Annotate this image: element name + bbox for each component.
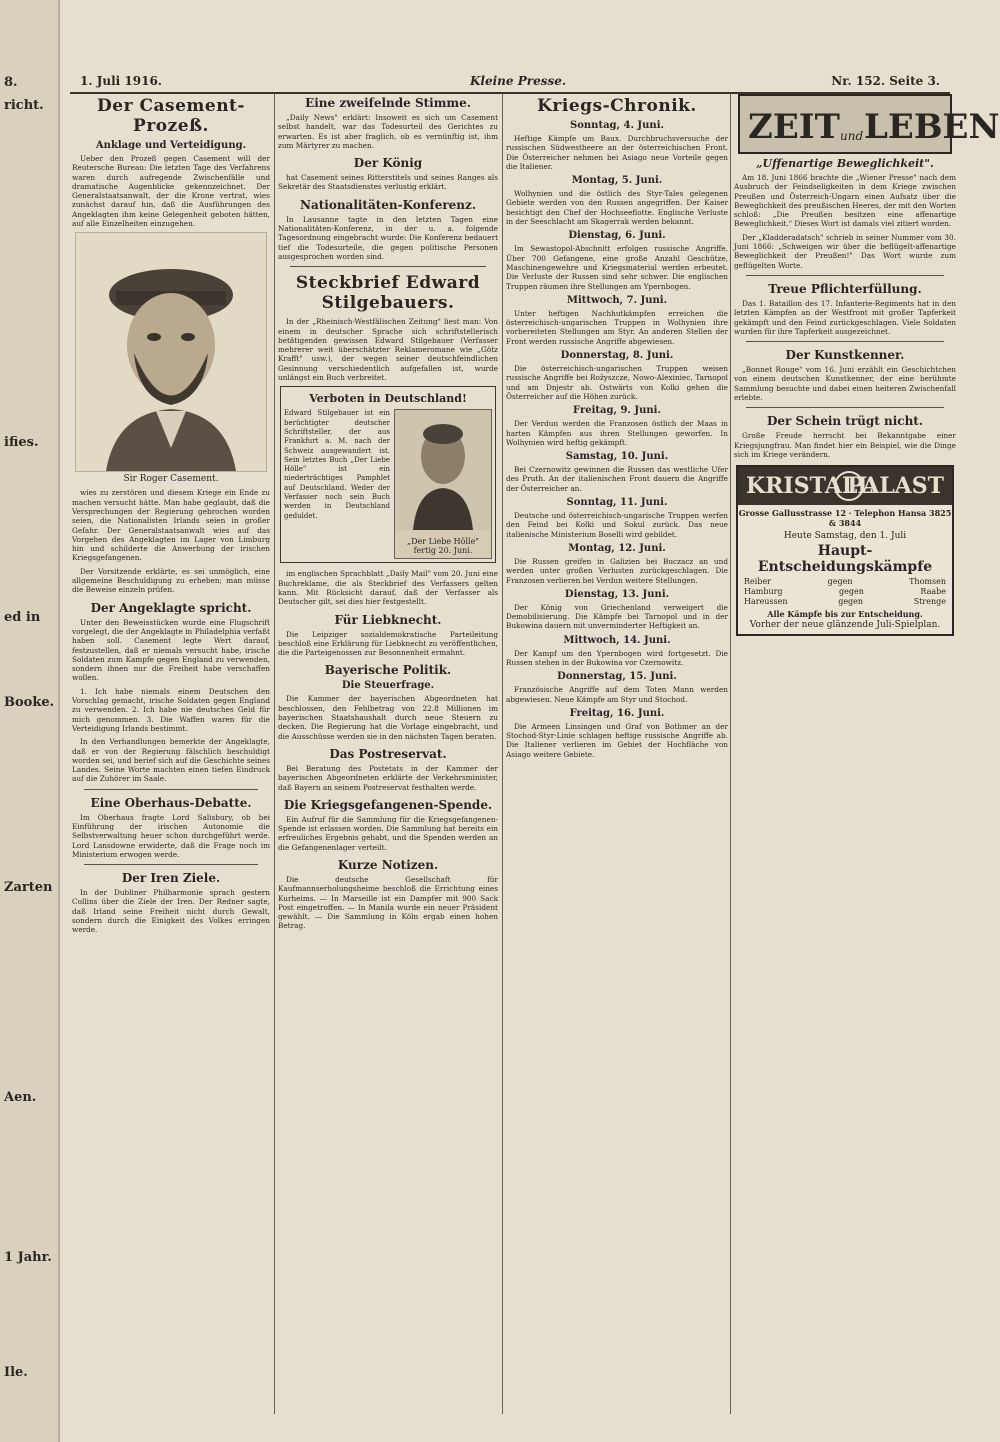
column-rule [502,94,503,1414]
chronicle-date: Samstag, 10. Juni. [565,451,669,463]
section-heading: Kurze Notizen. [337,857,439,872]
chronicle-entry: Der König von Griechenland verweigert die Demobilisierung. Die Kämpfe bei Tarnopol und in der Bukowina dauern mit unverminderter Heftigkeit an. [506,602,728,631]
divider [746,407,944,408]
box-title: Verboten in Deutschland! [309,392,467,406]
article-text: Die Kammer der bayerischen Abgeordneten hat beschlossen, den Fehlbetrag von 22.8 Millionen im bayerischen Staatshaushalt durch neue Steuern zu decken. Die Regierung hat die Vorlage eingebracht, und die Ausschüsse werden sie in den nächsten Tagen beraten. [278,694,498,741]
logo-drawing [740,96,1000,152]
strip-text: richt. [4,98,44,113]
chronicle-date: Mittwoch, 7. Juni. [566,294,668,306]
section-heading: Das Postreservat. [329,746,447,761]
article-text: In der „Rheinisch-Westfälischen Zeitung" liest man: Von einem in deutscher Sprache sich schriftstellerisch betätigenden gewissen Edward Stilgebauer (Verfasser mehrerer weit überschätzter Reklameromane wie „Götz Krafft" usw.), der wegen seiner deutschfeindlichen Gesinnung verschiedentlich aufgefallen ist, wurde unlängst ein Buch verbreitet. [278,317,498,383]
portrait-caption: Sir Roger Casement. [123,474,219,485]
section-heading: Treue Pflichterfüllung. [768,281,922,296]
casement-portrait [75,232,267,472]
logo-word-zeit: ZEIT [748,107,840,147]
bout-row [738,577,952,586]
advert-footer: Alle Kämpfe bis zur Entscheidung. [767,609,923,620]
strip-text: 1 Jahr. [4,1250,52,1265]
chronicle-entry: Die Armeen Linsingen und Graf von Bothmer an der Stochod-Styr-Linie schlagen heftige russische Angriffe ab. Die Italiener verlieren im Gebiet der Hochfläche von Asiago weitere Gebiete. [506,721,728,759]
article-text: Bei Beratung des Postetats in der Kammer der bayerischen Abgeordneten erklärte der Verkehrsminister, daß Bayern an seinem Postreservat festhalten werde. [278,763,498,792]
article-text: In der Dubliner Philharmonie sprach gestern Collins über die Ziele der Iren. Der Redner sagte, daß Irland seine Freiheit nicht durch Gewalt, sondern durch die Einigkeit des Volkes erringen werde. [72,888,270,935]
article-text: Die deutsche Gesellschaft für Kaufmannserholungsheime beschloß die Errichtung eines Kurheims. — In Marseille ist ein Dampfer mit 900 Sack Post eingetroffen. — In Manila wurde ein neuer Präsident gewählt. — Die Sammlung in Köln ergab einen hohen Betrag. [278,874,498,931]
section-heading: Eine zweifelnde Stimme. [305,96,471,110]
section-heading: Der Schein trügt nicht. [766,414,924,429]
article-text: Große Freude herrscht bei Bekanntgabe einer Kriegsjungfrau. Man findet hier ein Beispiel, wie die Dinge sich im Kriege verändern. [734,431,956,459]
fighter-name: Hamburg [744,587,783,597]
chronicle-date: Dienstag, 13. Juni. [564,588,670,600]
section-heading: Der Angeklagte spricht. [90,600,252,615]
section-heading: Eine Oberhaus-Debatte. [90,795,252,810]
versus-label: gegen [827,577,853,587]
section-heading: „Uffenartige Beweglichkeit". [756,157,934,170]
article-text: wies zu zerstören und diesem Kriege ein Ende zu machen versucht hätte. Man habe geglaubt, daß die Versprechungen der Regierung gebrochen worden seien, die Nationalisten Irlands seien in großer Gefahr. Der Generalstaatsanwalt wies auf das Vorgehen des Angeklagten im Lager von Limburg hin und schilderte die Anwerbung der irischen Kriegsgefangenen. [72,488,270,563]
section-heading: Der König [353,156,423,171]
box-text: Edward Stilgebauer ist ein berüchtigter deutscher Schriftsteller, der aus Frankfurt a. M. nach der Schweiz ausgewandert ist. Sein letztes Buch „Der Liebe Hölle" ist ein niederträchtiges Pamphlet auf Deutschland. Weder der Verfasser noch sein Buch werden in Deutschland geduldet. [284,409,390,520]
advert-name-left: KRISTALL [746,473,873,500]
advert-headline: Haupt-Entscheidungskämpfe [757,543,933,576]
advert-address: Grosse Gallusstrasse 12 · Telephon Hansa 3825 & 3844 [738,508,952,529]
divider [84,789,258,790]
issue-date: 1. Juli 1916. [80,74,162,88]
advert-name-right: PALAST [847,473,944,500]
chronicle-entry: Bei Czernowitz gewinnen die Russen das westliche Ufer des Pruth. An der italienischen Front dauern die Angriffe der Österreicher an. [506,465,728,493]
stilgebauer-photo [394,409,492,559]
article-title: Der Casement-Prozeß. [97,96,245,136]
issue-number: Nr. 152. Seite 3. [831,74,940,88]
section-subheading: Die Steuerfrage. [341,680,435,692]
section-heading: Bayerische Politik. [324,663,452,678]
chronicle-date: Sonntag, 11. Juni. [566,497,668,509]
article-text: 1. Ich habe niemals einem Deutschen den Vorschlag gemacht, irische Soldaten gegen England zu verwenden. 2. Ich habe nie deutsches Geld für mich genommen. 3. Die Waffen waren für die Verteidigung Irlands bestimmt. [72,686,270,733]
strip-text: Aen. [4,1090,37,1105]
column-news [278,90,498,1420]
strip-text: Booke. [4,695,55,710]
column-zeit-und-leben [734,90,1000,1420]
logo-word-leben: LEBEN [864,107,1000,147]
newspaper-name: Kleine Presse. [470,74,567,88]
article-title: Steckbrief Edward Stilgebauers. [295,273,481,314]
chronicle-entry: Die österreichisch-ungarischen Truppen weisen russische Angriffe bei Rožyszcze, Nowo-Alexiniec, Tarnopol und am Dnjestr ab. Ostwärts von Kolki gehen die Österreicher auf die Höhen zurück. [506,364,728,401]
chronicle-date: Donnerstag, 15. Juni. [557,671,677,683]
chronicle-entry: Die Russen greifen in Galizien bei Buczacz an und werden unter großen Verlusten zurückgeschlagen. Die Franzosen verlieren bei Verdun weitere Stellungen. [506,556,728,585]
chronicle-entry: Der Verdun werden die Franzosen östlich der Maas in harten Kämpfen aus ihren Stellungen geworfen. In Wolhynien wird heftig gekämpft. [506,419,728,447]
photo-drawing [395,410,491,530]
article-text: Die Leipziger sozialdemokratische Parteileitung beschloß eine Erklärung für Liebknecht zu veröffentlichen, die die Parteigenossen zur Besonnenheit ermahnt. [278,629,498,658]
article-text: Im Oberhaus fragte Lord Salisbury, ob bei Einführung der irischen Autonomie die Selbstverwaltung heuer schon durchgeführt werde. Lord Lansdowne erwiderte, daß die Frage noch im Ministerium erwogen werde. [72,812,270,859]
advert-note: Vorher der neue glänzende Juli-Spielplan. [749,620,941,631]
divider [290,266,486,267]
advert-header [738,467,952,505]
fighter-name: Thomsen [909,577,946,587]
bout-row [738,597,952,606]
chronicle-entry: Französische Angriffe auf dem Toten Mann werden abgewiesen. Neue Kämpfe am Styr und Stochod. [506,685,728,704]
chronicle-entry: Wolhynien und die östlich des Styr-Tales gelegenen Gebiete werden von den Russen angegriffen. Der Kaiser besichtigt den Chef der Hochseeflotte. Englische Verluste in der Seeschlacht am Skagerrak werden bekannt. [506,189,728,227]
versus-label: gegen [838,597,864,607]
kristall-palast-advert [736,465,954,636]
column-rule [274,94,275,1414]
chronicle-entry: Im Sewastopol-Abschnitt erfolgen russische Angriffe. Über 700 Gefangene, eine große Anzahl Geschütze, Maschinengewehre und Kriegsmaterial werden erbeutet. Die Verluste der Russen sind sehr schwer. Die englischen Truppen räumen ihre Stellungen am Ypernbogen. [506,244,728,291]
article-title: Kriegs-Chronik. [537,96,697,116]
zeit-und-leben-logo [738,94,1000,154]
wanted-notice-box [280,386,496,563]
strip-text: Ile. [4,1365,28,1380]
article-text: Das 1. Bataillon des 17. Infanterie-Regiments hat in den letzten Kämpfen an der Westfront mit großer Tapferkeit gekämpft und den Feind zurückgeschlagen. Viele Soldaten wurden für ihre Tapferkeit ausgezeichnet. [734,298,956,336]
section-heading: Für Liebknecht. [334,612,442,627]
fighter-name: Hareussen [744,597,788,607]
strip-text: ed in [4,610,41,625]
bout-row [738,587,952,596]
article-text: Der Vorsitzende erklärte, es sei unmöglich, eine allgemeine Beschuldigung zu erheben; man müsse die Beweise einzeln prüfen. [72,566,270,595]
fighter-name: Reiber [744,577,771,587]
divider [746,275,944,276]
chronicle-date: Freitag, 9. Juni. [573,405,661,417]
portrait-drawing [76,233,266,471]
column-war-chronicle [506,90,728,1420]
chronicle-date: Sonntag, 4. Juni. [570,120,664,131]
divider [84,864,258,865]
article-text: In den Verhandlungen bemerkte der Angeklagte, daß er von der Regierung fälschlich beschuldigt worden sei, und berief sich auf die Geschichte seines Landes. Seine Worte machten einen tiefen Eindruck auf die Zuhörer im Saale. [72,737,270,784]
article-text: „Daily News" erklärt: Insoweit es sich um Casement selbst handelt, war das Todesurteil des Gerichtes zu erwarten. Es ist aber fraglich, ob es vernünftig ist, ihm zum Märtyrer zu machen. [278,113,498,150]
section-heading: Der Kunstkenner. [785,348,905,363]
article-text: Der „Kladderadatsch" schrieb in seiner Nummer vom 30. Juni 1866: „Schweigen wir über die beflügelt-affenartige Beweglichkeit der Preußen!" Das Wort wurde zum geflügelten Worte. [734,232,956,270]
strip-text: Zarten [4,880,53,895]
article-text: Unter den Beweisstücken wurde eine Flugschrift vorgelegt, die der Angeklagte in Philadelphia verfaßt haben soll. Casement legte Wert darauf, festzustellen, daß er niemals versucht habe, irische Soldaten zum Kampfe gegen England zu verwenden, sondern ihnen nur die Freiheit habe verschaffen wollen. [72,617,270,683]
section-heading: Die Kriegsgefangenen-Spende. [283,797,493,812]
chronicle-date: Dienstag, 6. Juni. [568,230,666,242]
fighter-name: Strenge [913,597,946,607]
article-text: Ein Aufruf für die Sammlung für die Kriegsgefangenen-Spende ist erlassen worden. Die Sammlung hat bereits ein erfreuliches Ergebnis gehabt, und die Spenden werden an die Gefangenenlager verteilt. [278,814,498,852]
strip-text: 8. [4,75,18,90]
versus-label: gegen [839,587,864,597]
article-text: Am 18. Juni 1866 brachte die „Wiener Presse" nach dem Ausbruch der Feindseligkeiten in dem Kriege zwischen Preußen und Österreich-Ungarn einen Aufsatz über die Beweglichkeit des preußischen Heeres, der mit den Worten schloß: „Die Preußen besitzen eine affenartige Beweglichkeit." Dieses Wort ist damals viel zitiert worden. [734,173,956,229]
advert-date: Heute Samstag, den 1. Juli [783,531,907,542]
chronicle-entry: Deutsche und österreichisch-ungarische Truppen werfen den Feind bei Kolki und Sokul zurück. Das neue italienische Ministerium Boselli wird gebildet. [506,511,728,539]
article-text: Ueber den Prozeß gegen Casement will der Reutersche Bureau: Die letzten Tage des Verfahrens waren durch aufregende Zwischenfälle und dramatische Augenblicke gekennzeichnet. Der Generalstaatsanwalt, der die Krone vertrat, wies zunächst darauf hin, daß die Ausführungen des Angeklagten ihm keine Gelegenheit geboten hätten, auf alle Einzelheiten einzugehen. [72,154,270,229]
chronicle-date: Mittwoch, 14. Juni. [563,634,671,646]
article-text: „Bonnet Rouge" vom 16. Juni erzählt ein Geschichtchen von einem deutschen Kunstkenner, der eine berühmte Sammlung besuchte und dabei einen heiteren Zwischenfall erlebte. [734,365,956,403]
article-text: im englischen Sprachblatt „Daily Mail" vom 20. Juni eine Buchreklame, die als Steckbrief des Verfassers gelten kann. Mit Rücksicht darauf, daß der Verfasser als Deutscher gilt, sei dies hier festgestellt. [278,569,498,607]
divider [746,341,944,342]
strip-text: ifies. [4,435,39,450]
chronicle-date: Donnerstag, 8. Juni. [560,350,674,362]
column-casement [72,90,270,1420]
column-rule [730,94,731,1414]
article-subtitle: Anklage und Verteidigung. [95,140,247,151]
chronicle-entry: Der Kampf um den Ypernbogen wird fortgesetzt. Die Russen stehen in der Bukowina vor Czernowitz. [506,648,728,667]
adjacent-page-strip [0,0,60,1442]
fighter-name: Raabe [920,587,946,597]
chronicle-date: Freitag, 16. Juni. [569,707,665,719]
article-text: In Lausanne tagte in den letzten Tagen eine Nationalitäten-Konferenz, in der u. a. folgende Tagesordnung eingebracht wurde: Die Konferenz bedauert tief die Todesurteile, die gegen politische Personen ausgesprochen worden sind. [278,214,498,261]
chronicle-entry: Heftige Kämpfe um Baux. Durchbruchsversuche der russischen Südwestheere an der österreichischen Front. Die Österreicher nehmen bei Asiago neue Vorteile gegen die Italiener. [506,134,728,171]
section-heading: Nationalitäten-Konferenz. [299,197,477,212]
logo-word-und: und [840,129,864,143]
chronicle-date: Montag, 12. Juni. [568,542,666,554]
photo-caption: „Der Liebe Hölle" fertig 20. Juni. [407,537,479,556]
article-text: hat Casement seines Ritterstitels und seines Ranges als Sekretär des Staatsdienstes verlustig erklärt. [278,173,498,192]
chronicle-entry: Unter heftigen Nachhutkämpfen erreichen die österreichisch-ungarischen Truppen in Wolhynien ihre vorbereiteten Stellungen am Styr. An anderen Stellen der Front werden russische Angriffe abgewiesen. [506,308,728,346]
section-heading: Der Iren Ziele. [121,871,221,886]
chronicle-date: Montag, 5. Juni. [571,175,663,187]
